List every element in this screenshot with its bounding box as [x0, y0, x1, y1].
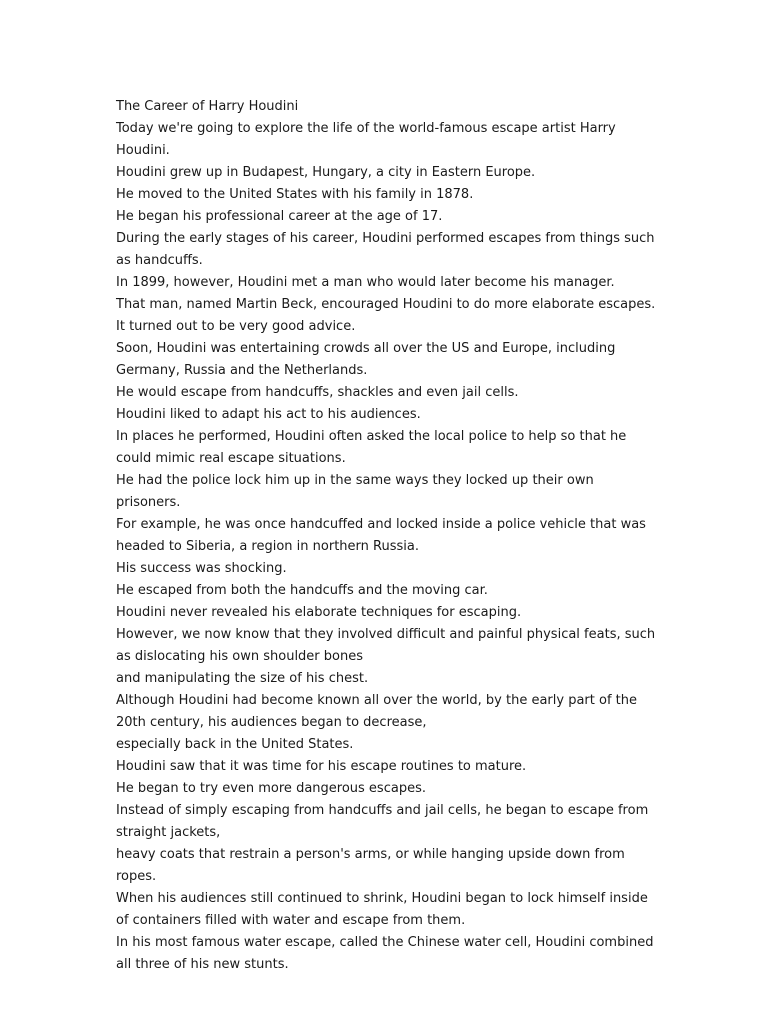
paragraph: Houdini grew up in Budapest, Hungary, a city in Eastern Europe.: [116, 165, 536, 180]
paragraph: In his most famous water escape, called the Chinese water cell, Houdini combined all three of his new stunts.: [116, 935, 654, 972]
paragraph: He began his professional career at the age of 17.: [116, 209, 443, 224]
paragraph: Houdini liked to adapt his act to his audiences.: [116, 407, 421, 422]
paragraph: It turned out to be very good advice.: [116, 319, 356, 334]
paragraph: Although Houdini had become known all over the world, by the early part of the 20th century, his audiences began to decrease,: [116, 693, 637, 730]
paragraph: Instead of simply escaping from handcuffs and jail cells, he began to escape from straight jackets,: [116, 803, 649, 840]
paragraph: Houdini saw that it was time for his escape routines to mature.: [116, 759, 527, 774]
paragraph: He would escape from handcuffs, shackles and even jail cells.: [116, 385, 519, 400]
paragraph: He began to try even more dangerous escapes.: [116, 781, 426, 796]
paragraph: especially back in the United States.: [116, 737, 354, 752]
paragraph: That man, named Martin Beck, encouraged Houdini to do more elaborate escapes.: [116, 297, 656, 312]
paragraph: In 1899, however, Houdini met a man who would later become his manager.: [116, 275, 615, 290]
paragraph: When his audiences still continued to shrink, Houdini began to lock himself inside of containers filled with water and escape from them.: [116, 891, 648, 928]
paragraph: Houdini never revealed his elaborate techniques for escaping.: [116, 605, 522, 620]
paragraph: However, we now know that they involved difficult and painful physical feats, such as dislocating his own shoulder bones: [116, 627, 656, 664]
document-title: The Career of Harry Houdini: [116, 99, 299, 114]
paragraph: His success was shocking.: [116, 561, 287, 576]
paragraph: Soon, Houdini was entertaining crowds all over the US and Europe, including Germany, Russia and the Netherlands.: [116, 341, 616, 378]
paragraph: He escaped from both the handcuffs and the moving car.: [116, 583, 488, 598]
paragraph: In places he performed, Houdini often asked the local police to help so that he could mimic real escape situations.: [116, 429, 627, 466]
paragraph: He had the police lock him up in the same ways they locked up their own prisoners.: [116, 473, 594, 510]
document-page: [116, 96, 656, 976]
paragraph: For example, he was once handcuffed and locked inside a police vehicle that was headed to Siberia, a region in northern Russia.: [116, 517, 646, 554]
paragraph: heavy coats that restrain a person's arms, or while hanging upside down from ropes.: [116, 847, 625, 884]
paragraph: He moved to the United States with his family in 1878.: [116, 187, 474, 202]
paragraph: and manipulating the size of his chest.: [116, 671, 369, 686]
paragraph: Today we're going to explore the life of the world-famous escape artist Harry Houdini.: [116, 121, 616, 158]
paragraph: During the early stages of his career, Houdini performed escapes from things such as handcuffs.: [116, 231, 655, 268]
